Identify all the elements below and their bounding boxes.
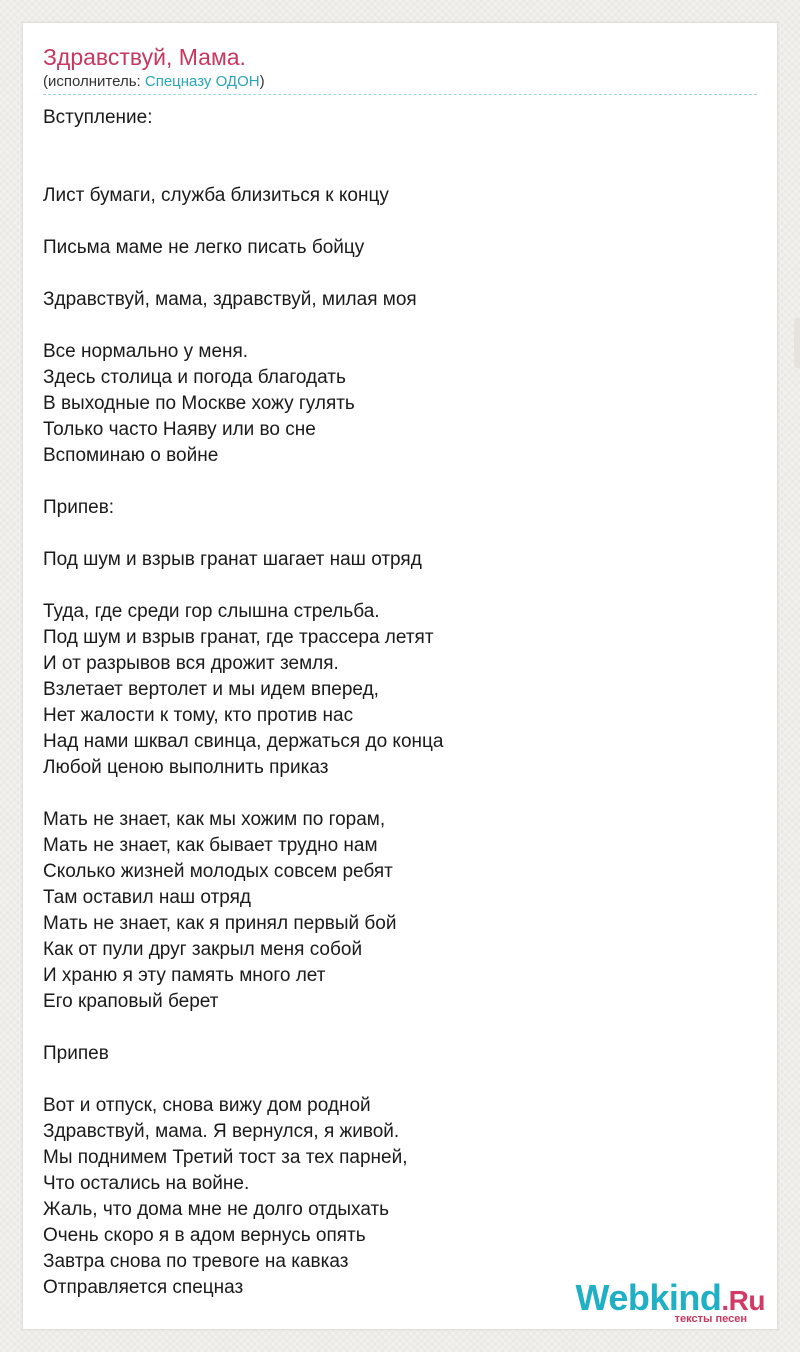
lyric-line: Мать не знает, как я принял первый бой (43, 913, 397, 934)
lyric-line: Любой ценою выполнить приказ (43, 757, 329, 778)
lyric-line: Припев (43, 1043, 109, 1064)
scrollbar-handle[interactable] (794, 318, 800, 368)
lyric-line: Вот и отпуск, снова вижу дом родной (43, 1095, 371, 1116)
lyrics-body (43, 105, 743, 1301)
artist-line (43, 73, 265, 91)
lyric-line: Под шум и взрыв гранат шагает наш отряд (43, 549, 422, 570)
lyric-line: Лист бумаги, служба близиться к концу (43, 185, 389, 206)
lyric-line: Его краповый берет (43, 991, 219, 1012)
lyric-line: Над нами шквал свинца, держаться до конца (43, 731, 444, 752)
lyric-line: Припев: (43, 497, 115, 518)
lyric-line: Туда, где среди гор слышна стрельба. (43, 601, 380, 622)
lyric-line: Очень скоро я в адом вернусь опять (43, 1225, 366, 1246)
webkind-logo[interactable] (565, 1279, 765, 1325)
lyric-line: Вспоминаю о войне (43, 445, 219, 466)
logo-tld: .Ru (721, 1285, 765, 1316)
lyric-line (43, 313, 743, 339)
lyric-line: Мать не знает, как мы хожим по горам, (43, 809, 386, 830)
lyric-line: Жаль, что дома мне не долго отдыхать (43, 1199, 390, 1220)
lyric-line: Там оставил наш отряд (43, 887, 252, 908)
lyric-line: И храню я эту память много лет (43, 965, 326, 986)
lyric-line: Мать не знает, как бывает трудно нам (43, 835, 378, 856)
logo-word: Webkind (575, 1277, 722, 1318)
lyrics-card (22, 22, 778, 1330)
lyric-line: Отправляется спецназ (43, 1277, 244, 1298)
lyric-line: И от разрывов вся дрожит земля. (43, 653, 339, 674)
lyric-line: Все нормально у меня. (43, 341, 249, 362)
lyric-line: Как от пули друг закрыл меня собой (43, 939, 363, 960)
lyric-line: Здравствуй, мама. Я вернулся, я живой. (43, 1121, 400, 1142)
lyric-line (43, 573, 743, 599)
lyric-line: В выходные по Москве хожу гулять (43, 393, 355, 414)
lyric-line: Под шум и взрыв гранат, где трассера летят (43, 627, 434, 648)
lyric-line (43, 261, 743, 287)
artist-link[interactable]: Спецназу ОДОН (144, 73, 260, 90)
lyric-line: Нет жалости к тому, кто против нас (43, 705, 354, 726)
lyric-line: Сколько жизней молодых совсем ребят (43, 861, 393, 882)
lyric-line: Взлетает вертолет и мы идем вперед, (43, 679, 379, 700)
lyric-line: Что остались на войне. (43, 1173, 250, 1194)
artist-suffix: ) (259, 73, 265, 90)
lyric-line (43, 209, 743, 235)
lyric-line: Завтра снова по тревоге на кавказ (43, 1251, 349, 1272)
header-divider (43, 94, 757, 95)
lyric-line (43, 157, 743, 183)
song-title: Здравствуй, Мама. (43, 44, 246, 70)
artist-prefix: (исполнитель: (43, 73, 145, 90)
lyric-line (43, 131, 743, 157)
logo-subtitle: тексты песен (674, 1313, 747, 1325)
lyric-line: Только часто Наяву или во сне (43, 419, 316, 440)
lyric-line (43, 1015, 743, 1041)
lyric-line: Мы поднимем Третий тост за тех парней, (43, 1147, 408, 1168)
lyric-line: Письма маме не легко писать бойцу (43, 237, 365, 258)
lyric-line (43, 521, 743, 547)
lyric-line (43, 781, 743, 807)
lyric-line (43, 1067, 743, 1093)
lyric-line: Здесь столица и погода благодать (43, 367, 346, 388)
lyric-line: Здравствуй, мама, здравствуй, милая моя (43, 289, 417, 310)
lyric-line (43, 469, 743, 495)
lyric-line: Вступление: (43, 107, 153, 128)
